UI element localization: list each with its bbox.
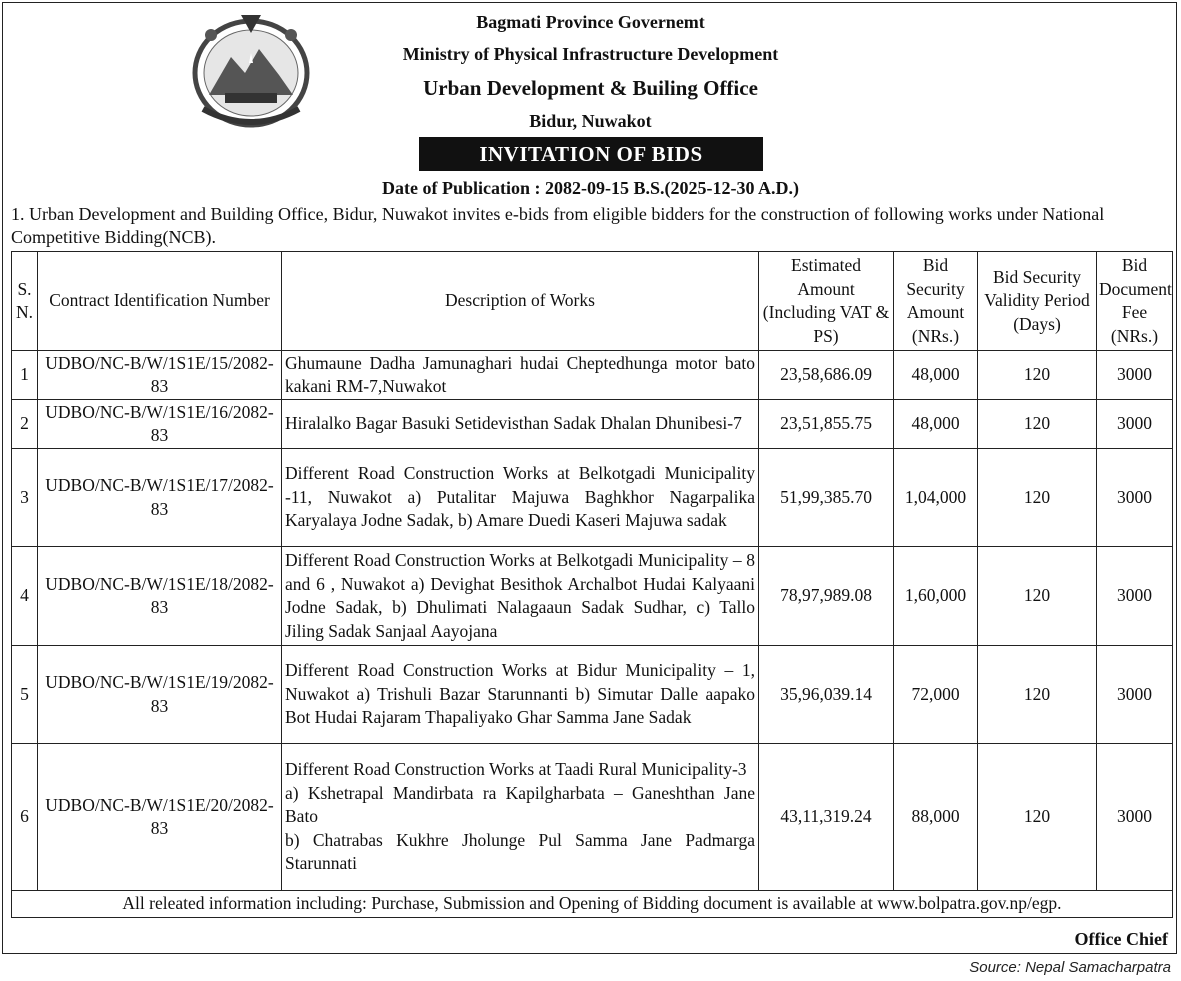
row-estimated-amount: 35,96,039.14 xyxy=(759,646,894,744)
row-bid-security: 1,04,000 xyxy=(894,449,978,547)
province-name: Bagmati Province Governemt xyxy=(476,12,705,32)
row-contract-id: UDBO/NC-B/W/1S1E/19/2082-83 xyxy=(38,646,282,744)
header-description: Description of Works xyxy=(282,252,759,351)
row-validity: 120 xyxy=(978,646,1097,744)
row-description-line: Different Road Construction Works at Taadi Rural Municipality-3 xyxy=(285,759,747,780)
signatory: Office Chief xyxy=(1074,929,1168,949)
row-sn: 2 xyxy=(12,400,38,449)
row-description-line: b) Chatrabas Kukhre Jholunge Pul Samma Jane Padmarga Starunnati xyxy=(285,829,755,874)
header-estimated-amount: Estimated Amount (Including VAT & PS) xyxy=(759,252,894,351)
row-document-fee: 3000 xyxy=(1097,547,1173,646)
row-document-fee: 3000 xyxy=(1097,744,1173,891)
office-name: Urban Development & Builing Office xyxy=(423,76,758,100)
row-description: Different Road Construction Works at Belkotgadi Municipality -11, Nuwakot a) Putalitar Majuwa Baghkhor Nagarpalika Karyalaya Jodne Sadak, b) Amare Duedi Kaseri Majuwa sadak xyxy=(282,449,759,547)
header-bid-security-amount: Bid Security Amount (NRs.) xyxy=(894,252,978,351)
row-contract-id: UDBO/NC-B/W/1S1E/15/2082-83 xyxy=(38,351,282,400)
row-bid-security: 48,000 xyxy=(894,351,978,400)
row-validity: 120 xyxy=(978,351,1097,400)
row-document-fee: 3000 xyxy=(1097,646,1173,744)
ministry-name: Ministry of Physical Infrastructure Development xyxy=(402,44,779,64)
header-bid-document-fee: Bid Document Fee (NRs.) xyxy=(1097,252,1173,351)
row-description: Hiralalko Bagar Basuki Setidevisthan Sadak Dhalan Dhunibesi-7 xyxy=(282,400,759,449)
notice-title-banner: INVITATION OF BIDS xyxy=(419,137,763,171)
table-footer-row xyxy=(12,891,1173,918)
bid-notice xyxy=(2,2,1177,954)
header-contract-id: Contract Identification Number xyxy=(38,252,282,351)
row-estimated-amount: 78,97,989.08 xyxy=(759,547,894,646)
row-sn: 4 xyxy=(12,547,38,646)
row-validity: 120 xyxy=(978,547,1097,646)
row-bid-security: 72,000 xyxy=(894,646,978,744)
row-estimated-amount: 43,11,319.24 xyxy=(759,744,894,891)
row-estimated-amount: 51,99,385.70 xyxy=(759,449,894,547)
row-contract-id: UDBO/NC-B/W/1S1E/20/2082-83 xyxy=(38,744,282,891)
table-row xyxy=(12,646,1173,744)
row-sn: 5 xyxy=(12,646,38,744)
table-row xyxy=(12,744,1173,891)
row-validity: 120 xyxy=(978,400,1097,449)
publication-date: Date of Publication : 2082-09-15 B.S.(2025-12-30 A.D.) xyxy=(382,178,799,198)
row-sn: 3 xyxy=(12,449,38,547)
row-sn: 6 xyxy=(12,744,38,891)
row-validity: 120 xyxy=(978,449,1097,547)
intro-paragraph: 1. Urban Development and Building Office, Bidur, Nuwakot invites e-bids from eligible bidders for the construction of following works under National Competitive Bidding(NCB). xyxy=(11,204,1105,247)
bids-table xyxy=(11,251,1173,918)
table-footer-note: All releated information including: Purchase, Submission and Opening of Bidding document is available at www.bolpatra.gov.np/egp. xyxy=(12,891,1173,918)
row-contract-id: UDBO/NC-B/W/1S1E/18/2082-83 xyxy=(38,547,282,646)
row-contract-id: UDBO/NC-B/W/1S1E/16/2082-83 xyxy=(38,400,282,449)
table-row xyxy=(12,449,1173,547)
office-location: Bidur, Nuwakot xyxy=(529,111,652,131)
source-credit: Source: Nepal Samacharpatra xyxy=(969,959,1171,976)
header-bid-security-validity: Bid Security Validity Period (Days) xyxy=(978,252,1097,351)
row-description: Different Road Construction Works at Bidur Municipality – 1, Nuwakot a) Trishuli Bazar Starunnanti b) Simutar Dalle aapako Bot Hudai Rajaram Thapaliyako Ghar Samma Jane Sadak xyxy=(282,646,759,744)
row-estimated-amount: 23,51,855.75 xyxy=(759,400,894,449)
table-header-row xyxy=(12,252,1173,351)
table-row xyxy=(12,547,1173,646)
header-sn: S. N. xyxy=(12,252,38,351)
row-description: Ghumaune Dadha Jamunaghari hudai Cheptedhunga motor bato kakani RM-7,Nuwakot xyxy=(282,351,759,400)
row-contract-id: UDBO/NC-B/W/1S1E/17/2082-83 xyxy=(38,449,282,547)
row-document-fee: 3000 xyxy=(1097,351,1173,400)
row-validity: 120 xyxy=(978,744,1097,891)
row-bid-security: 88,000 xyxy=(894,744,978,891)
table-row xyxy=(12,351,1173,400)
row-sn: 1 xyxy=(12,351,38,400)
row-document-fee: 3000 xyxy=(1097,400,1173,449)
row-description: Different Road Construction Works at Belkotgadi Municipality – 8 and 6 , Nuwakot a) Devighat Besithok Archalbot Hudai Kalyaani Jodne Sadak, b) Dhulimati Nalagaaun Sadak Sudhar, c) Tallo Jiling Sadak Sanjaal Aayojana xyxy=(282,547,759,646)
row-description xyxy=(282,744,759,891)
row-bid-security: 1,60,000 xyxy=(894,547,978,646)
row-description-line: a) Kshetrapal Mandirbata ra Kapilgharbata – Ganeshthan Jane Bato xyxy=(285,782,755,827)
row-estimated-amount: 23,58,686.09 xyxy=(759,351,894,400)
row-document-fee: 3000 xyxy=(1097,449,1173,547)
row-bid-security: 48,000 xyxy=(894,400,978,449)
table-row xyxy=(12,400,1173,449)
